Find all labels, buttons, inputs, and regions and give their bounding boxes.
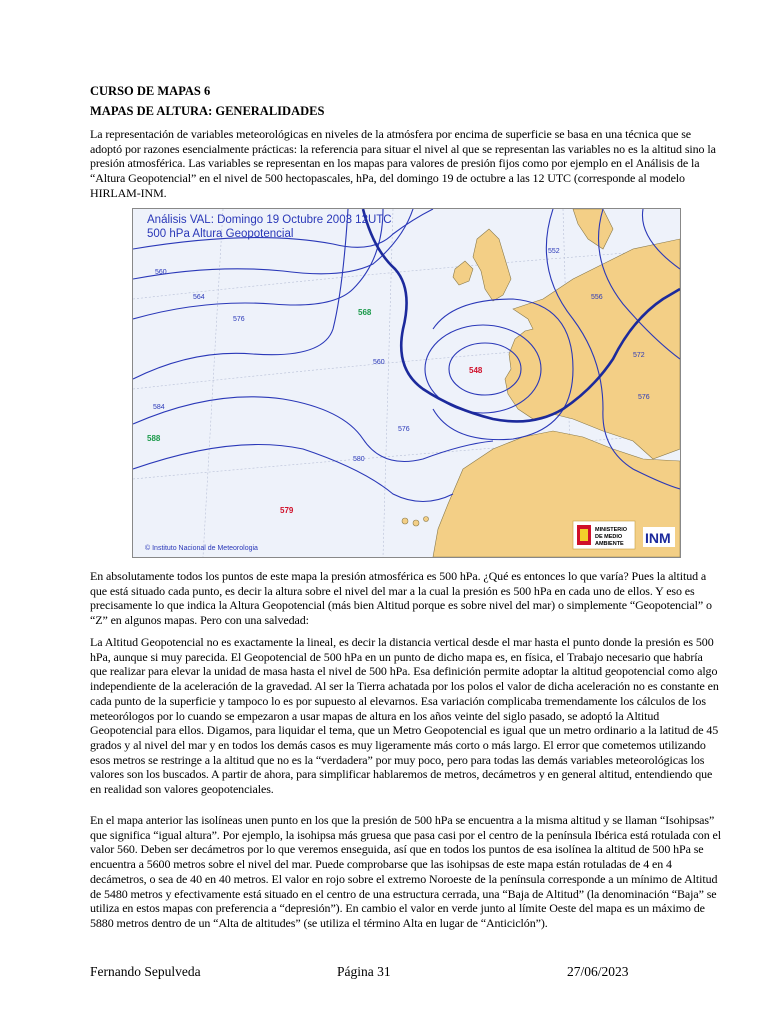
- intro-paragraph: La representación de variables meteorológicas en niveles de la atmósfera por encima de superficie se basa en una técnica que se adoptó por razones esencialmente prácticas: la referencia para situar el nivel al que se representan las variables no es la altitud sino la presión atmosférica. Las variables se representan en los mapas para valores de presión fijos como por ejemplo en el Análisis de la “Altura Geopotencial” en el nivel de 500 hectopascales, hPa, del domingo 19 de octubre a las 12 UTC (corresponde al modelo HIRLAM-INM.: [90, 127, 716, 200]
- isohypse-label: 576: [398, 426, 410, 433]
- inm-logo: [643, 527, 675, 547]
- map-subtitle: 500 hPa Altura Geopotencial: [147, 228, 294, 240]
- svg-text:INM: INM: [645, 530, 671, 546]
- ministry-line-1: MINISTERIO: [595, 527, 628, 533]
- course-heading: CURSO DE MAPAS 6: [90, 84, 211, 98]
- isohypse-label: 564: [193, 294, 205, 301]
- secondary-high-value: 568: [358, 308, 372, 317]
- geopotential-map-figure: [132, 208, 681, 558]
- section-heading: MAPAS DE ALTURA: GENERALIDADES: [90, 104, 325, 118]
- body-paragraph-3: En el mapa anterior las isolíneas unen punto en los que la presión de 500 hPa se encuentra a la misma altitud y se llaman “Isohipsas” que significa “igual altura”. Por ejemplo, la isohipsa más gruesa que pasa casi por el centro de la península Ibérica está rotulada con el valor 560. Deben ser decámetros por lo que veremos enseguida, así que en todos los puntos de esa isolínea la altitud de 500 hPa se encuentra a 5600 metros sobre el nivel del mar. Puede comprobarse que las isohipsas de este mapa están rotuladas de 4 en 4 decámetros, o sea de 40 en 40 metros. El valor en rojo sobre el extremo Noroeste de la península corresponde a un mínimo de Altitud de 5480 metros y efectivamente está situado en el centro de una estructura cerrada, una “Baja de Altitud” (la denominación “Baja” se utiliza en estos mapas con preferencia a “depresión”). En cambio el valor en verde junto al límite Oeste del mapa es un máximo de 5880 metros dentro de un “Alta de altitudes” (se utiliza el término Alta en lugar de “Anticiclón”).: [90, 813, 721, 930]
- isohypse-label: 556: [591, 294, 603, 301]
- high-center-value: 588: [147, 434, 161, 443]
- isohypse-label: 560: [373, 359, 385, 366]
- isohypse-label: 552: [548, 248, 560, 255]
- ministry-logo-block: [573, 521, 635, 549]
- low-center-value: 548: [469, 366, 483, 375]
- isohypse-label: 580: [353, 456, 365, 463]
- footer-page-number: Página 31: [337, 964, 391, 979]
- map-title: Análisis VAL: Domingo 19 Octubre 2003 12UTC: [147, 214, 392, 226]
- body-paragraph-1: En absolutamente todos los puntos de este mapa la presión atmosférica es 500 hPa. ¿Qué es entonces lo que varía? Pues la altitud a que está situado cada punto, es decir la altura sobre el nivel del mar a la cual la presión es 500 hPa en cada uno de ellos. Y eso es precisamente lo que indica la Altura Geopotencial (más bien Altitud porque es sobre nivel del mar) o simplemente “Geopotencial” o “Z” en algunos mapas. Pero con una salvedad:: [90, 569, 712, 628]
- ministry-line-3: AMBIENTE: [595, 541, 624, 547]
- isohypse-label: 572: [633, 352, 645, 359]
- secondary-low-value: 579: [280, 506, 294, 515]
- footer-date: 27/06/2023: [567, 964, 629, 979]
- isohypse-label: 576: [638, 394, 650, 401]
- map-credit: © Instituto Nacional de Meteorologia: [145, 545, 258, 552]
- isohypse-label: 584: [153, 404, 165, 411]
- body-paragraph-2: La Altitud Geopotencial no es exactamente la lineal, es decir la distancia vertical desde el mar hasta el punto donde la presión es 500 hPa, aunque si muy parecida. El Geopotencial de 500 hPa en un punto de dicho mapa es, en física, el Trabajo necesario que habría que realizar para elevar la unidad de masa hasta el nivel de 500 hPa. Esa definición permite adoptar la altitud geopotencial como algo independiente de la aceleración de la gravedad. Al ser la Tierra achatada por los polos el valor de dicha aceleración no es constante en cada punto de la superficie y tampoco lo es por supuesto al elevarnos. Esa variación complicaba tremendamente los cálculos de los meteorólogos por lo cuando se empezaron a usar mapas de altura en los años veinte del siglo pasado, se adoptó la Altitud Geopotencial para ellos. Digamos, para liquidar el tema, que un Metro Geopotencial es igual que un metro ordinario a la latitud de 45 grados y al nivel del mar y en todos los demás casos es muy ligeramente más corto o más largo. El error que cometemos utilizando esos metros se restringe a la altitud que no es la “verdadera” por muy poco, pero para todas las demás variables meteorológicas los valores son los buscados. A partir de ahora, para simplificar hablaremos de metros, decámetros y en general altitud, entendiendo que en realidad son valores geopotenciales.: [90, 635, 719, 797]
- ministry-line-2: DE MEDIO: [595, 534, 623, 540]
- footer-author: Fernando Sepulveda: [90, 964, 201, 979]
- isohypse-label: 560: [155, 269, 167, 276]
- isohypse-label: 576: [233, 316, 245, 323]
